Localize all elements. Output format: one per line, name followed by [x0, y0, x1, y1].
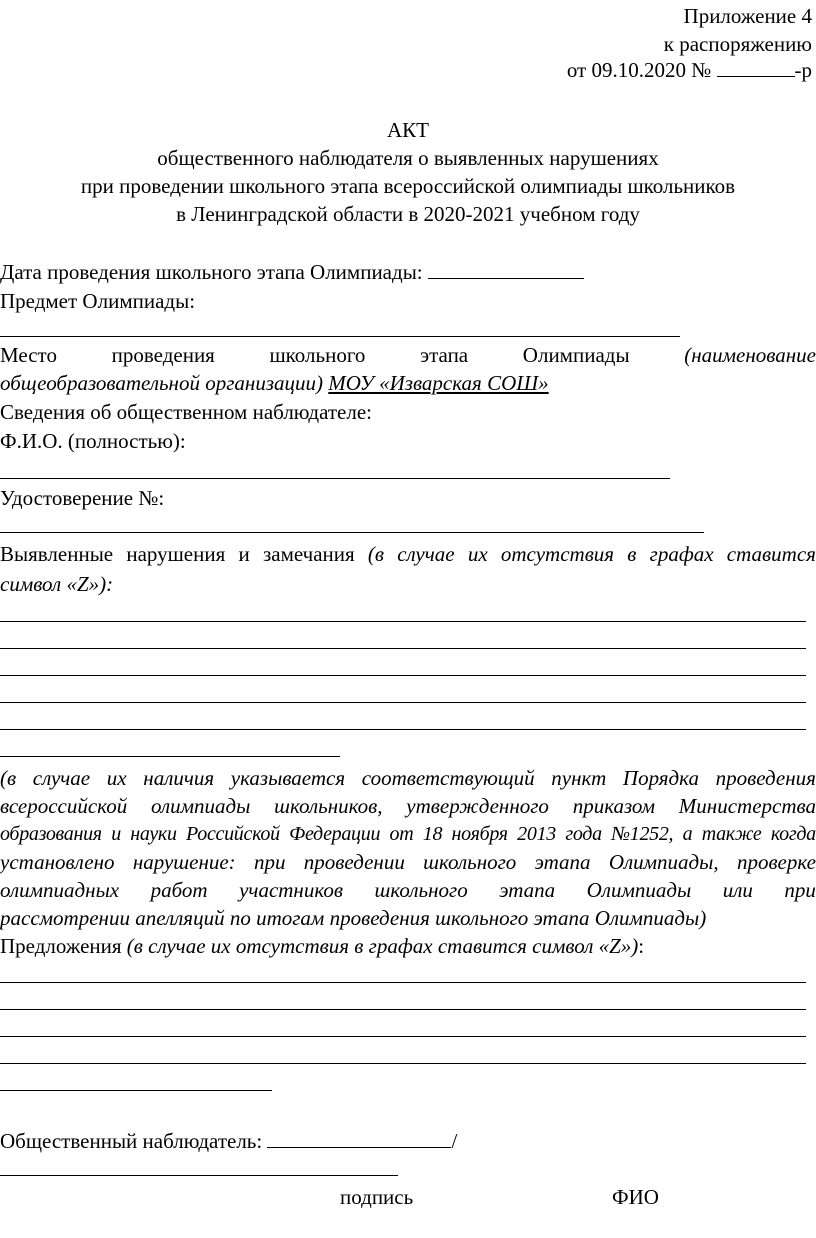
- note-word: когда: [770, 823, 816, 845]
- violations-hint-word: случае: [397, 542, 455, 566]
- signature-field: [0, 1127, 457, 1155]
- note-word: проведения: [715, 766, 816, 790]
- proposals-hint: (в случае их отсутствия в графах ставится символ «Z»): [126, 934, 639, 958]
- act-subtitle-line1: общественного наблюдателя о выявленных нарушениях: [157, 146, 659, 170]
- note-word: всероссийской: [0, 794, 128, 818]
- violations-word: замечания: [262, 542, 355, 566]
- note-line3: [0, 820, 816, 848]
- violations-hint-end: символ «Z»):: [0, 572, 114, 596]
- note-word: науки: [130, 823, 177, 845]
- note-word: Олимпиады: [586, 878, 692, 902]
- proposals-field: [0, 932, 644, 960]
- violations-word: нарушения: [126, 542, 226, 566]
- note-word: олимпиадных: [0, 878, 120, 902]
- date-blank: [428, 258, 584, 279]
- note-line2: [0, 792, 816, 820]
- note-word: установлено: [0, 850, 115, 874]
- violations-hint-word: графах: [649, 542, 714, 566]
- violations-hint-word: их: [467, 542, 488, 566]
- note-word: ноября: [451, 823, 508, 845]
- note-word: проведении: [303, 850, 405, 874]
- appendix-order: к распоряжению: [663, 32, 812, 56]
- date-label: Дата проведения школьного этапа Олимпиады:: [0, 260, 423, 284]
- appendix-date: [567, 56, 812, 84]
- violations-line-3: [0, 675, 806, 676]
- place-hint-end: общеобразовательной организации): [0, 371, 324, 395]
- name-caption: ФИО: [612, 1185, 659, 1209]
- note-word: участников: [239, 878, 343, 902]
- violations-hint-word: ставится: [726, 542, 816, 566]
- note-line5: [0, 876, 816, 904]
- note-word: нарушение:: [132, 850, 236, 874]
- note-word: года: [565, 823, 602, 845]
- proposals-line-4: [0, 1063, 806, 1064]
- fio-line: [0, 478, 670, 479]
- note-word: школьников,: [274, 794, 383, 818]
- proposals-line-5: [0, 1090, 272, 1091]
- note-word: утвержденного: [406, 794, 549, 818]
- proposals-colon: :: [638, 934, 645, 958]
- violations-word: и: [238, 542, 250, 566]
- subject-label: Предмет Олимпиады:: [0, 289, 196, 313]
- date-field: [0, 258, 584, 286]
- violations-hint-word: (в: [367, 542, 385, 566]
- note-word: Федерации: [289, 823, 381, 845]
- note-word: соответствующий: [361, 766, 535, 790]
- note-word: 2013: [517, 823, 556, 845]
- note-line1: [0, 764, 816, 792]
- violations-line-5: [0, 729, 806, 730]
- signature-blank: [267, 1127, 451, 1148]
- note-word: от: [389, 823, 414, 845]
- note-word: Российской: [186, 823, 280, 845]
- note-word: Олимпиады,: [608, 850, 719, 874]
- note-word: случае: [32, 766, 91, 790]
- note-line4: [0, 848, 816, 876]
- note-word: школьного: [374, 878, 468, 902]
- place-hint-start: (наименование: [684, 343, 816, 367]
- violations-line-2: [0, 648, 806, 649]
- note-word: олимпиады: [150, 794, 251, 818]
- proposals-line-1: [0, 982, 806, 983]
- proposals-label: Предложения: [0, 934, 122, 958]
- place-word: Место: [0, 343, 57, 367]
- note-word: указывается: [230, 766, 346, 790]
- violations-hint-word: отсутствия: [500, 542, 615, 566]
- note-word: работ: [150, 878, 208, 902]
- violations-line1: [0, 540, 816, 568]
- place-word: проведения: [111, 343, 215, 367]
- place-word: школьного: [269, 343, 366, 367]
- note-word: школьного: [423, 850, 517, 874]
- place-value: МОУ «Изварская СОШ»: [328, 371, 549, 395]
- note-word: Порядка: [622, 766, 699, 790]
- note-last-line: рассмотрении апелляций по итогам проведения школьного этапа Олимпиады): [0, 906, 707, 930]
- note-word: №1252,: [611, 823, 674, 845]
- observer-info-label: Сведения об общественном наблюдателе:: [0, 400, 373, 424]
- note-word: проверке: [736, 850, 816, 874]
- note-word: при: [784, 878, 816, 902]
- proposals-line-2: [0, 1009, 806, 1010]
- fio-label: Ф.И.О. (полностью):: [0, 429, 186, 453]
- violations-line-1: [0, 621, 806, 622]
- appendix-date-text: от 09.10.2020 №: [566, 58, 712, 82]
- note-word: (в: [0, 766, 17, 790]
- act-subtitle-line2: при проведении школьного этапа всероссийской олимпиады школьников: [80, 174, 736, 198]
- violations-word: Выявленные: [0, 542, 114, 566]
- note-word: их: [106, 766, 127, 790]
- place-line2: [0, 369, 549, 397]
- place-word: Олимпиады: [522, 343, 630, 367]
- sign-caption: подпись: [340, 1185, 414, 1209]
- name-line: [0, 1175, 398, 1176]
- note-word: этапа: [534, 850, 591, 874]
- violations-hint-word: в: [627, 542, 637, 566]
- note-word: Министерства: [678, 794, 816, 818]
- place-line1: [0, 341, 816, 369]
- act-title: АКТ: [387, 118, 429, 142]
- violations-line-4: [0, 702, 806, 703]
- order-number-blank: [717, 56, 795, 77]
- note-word: или: [722, 878, 753, 902]
- note-word: наличия: [143, 766, 215, 790]
- note-word: и: [111, 823, 121, 845]
- order-number-suffix: -р: [794, 58, 812, 82]
- act-subtitle-line3: в Ленинградской области в 2020-2021 учебном году: [176, 202, 640, 226]
- note-word: пункт: [551, 766, 607, 790]
- note-word: 18: [422, 823, 443, 845]
- note-word: а: [682, 823, 693, 845]
- note-word: также: [701, 823, 762, 845]
- appendix-number: Приложение 4: [683, 4, 812, 28]
- note-word: при: [253, 850, 286, 874]
- subject-line: [0, 336, 680, 337]
- place-word: этапа: [420, 343, 469, 367]
- signature-label: Общественный наблюдатель:: [0, 1129, 263, 1153]
- signature-slash: /: [451, 1129, 458, 1153]
- violations-line-6: [0, 756, 340, 757]
- certificate-label: Удостоверение №:: [0, 486, 165, 510]
- note-word: приказом: [572, 794, 656, 818]
- note-word: этапа: [499, 878, 556, 902]
- proposals-line-3: [0, 1036, 806, 1037]
- certificate-line: [0, 532, 704, 533]
- note-word: образования: [0, 823, 102, 845]
